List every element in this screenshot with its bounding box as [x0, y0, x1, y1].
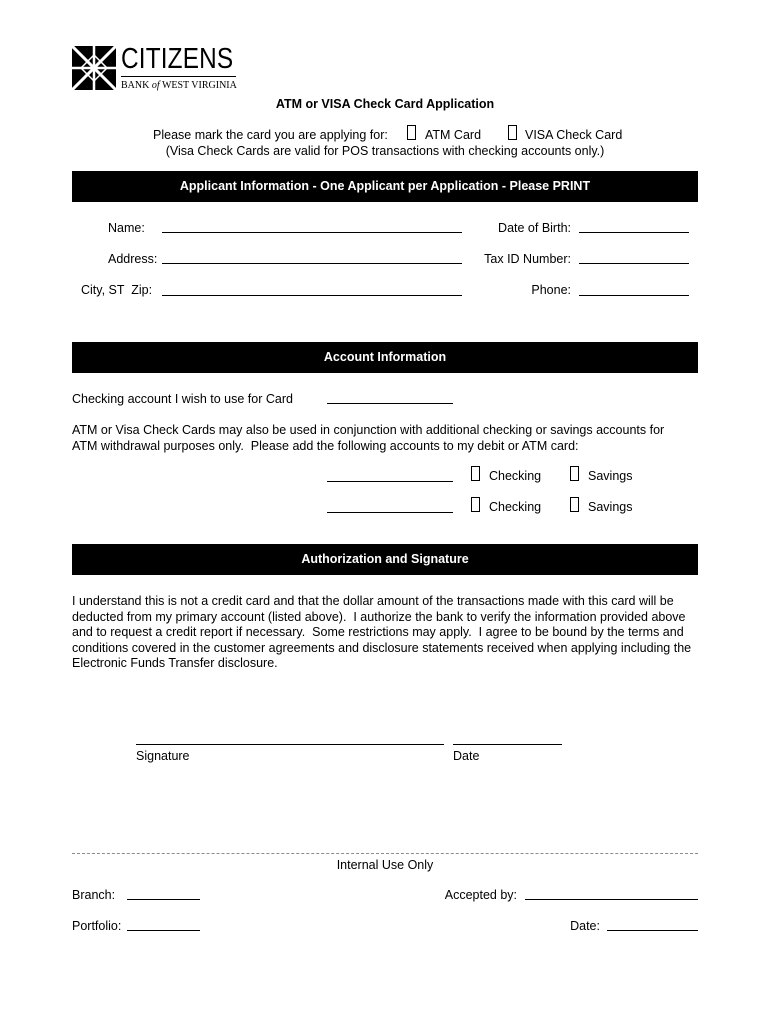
additional-account-2-checking-label: Checking [489, 500, 542, 514]
atm-card-checkbox[interactable] [407, 125, 416, 140]
additional-account-1-savings-label: Savings [588, 469, 633, 483]
additional-account-2-field[interactable] [327, 499, 453, 513]
signature-field[interactable] [136, 731, 444, 745]
address-label: Address: [108, 252, 158, 266]
additional-account-1-checking-label: Checking [489, 469, 542, 483]
applicant-section-heading: Applicant Information - One Applicant per Application - Please PRINT [72, 171, 698, 202]
logo-subline-state: WEST VIRGINIA [161, 80, 237, 91]
citizens-star-logo-icon [72, 46, 116, 90]
phone-label: Phone: [531, 283, 571, 297]
signature-label: Signature [136, 749, 190, 763]
card-choice-prompt: Please mark the card you are applying for: [153, 128, 388, 142]
authorization-text-line: conditions covered in the customer agreements and disclosure statements received when applying including the [72, 641, 692, 655]
primary-checking-account-field[interactable] [327, 390, 453, 404]
branch-field[interactable] [127, 886, 200, 900]
logo-subline [121, 80, 237, 92]
date-of-birth-label: Date of Birth: [498, 221, 571, 235]
city-state-zip-label: City, ST Zip: [81, 283, 153, 297]
authorization-text-line: deducted from my primary account (listed above). I authorize the bank to verify the information provided above [72, 610, 686, 624]
card-choice-note: (Visa Check Cards are valid for POS transactions with checking accounts only.) [165, 144, 605, 158]
date-of-birth-field[interactable] [579, 219, 689, 233]
visa-check-card-label: VISA Check Card [525, 128, 623, 142]
accepted-by-field[interactable] [525, 886, 698, 900]
authorization-text-line: and to request a credit report if necessary. Some restrictions may apply. I agree to be bound by the terms and [72, 625, 684, 639]
branch-label: Branch: [72, 888, 116, 902]
portfolio-label: Portfolio: [72, 919, 122, 933]
account-section-heading: Account Information [72, 342, 698, 373]
additional-account-2-savings-checkbox[interactable] [570, 497, 579, 512]
atm-card-label: ATM Card [425, 128, 482, 142]
additional-account-2-checking-checkbox[interactable] [471, 497, 480, 512]
name-label: Name: [108, 221, 145, 235]
authorization-text-line: I understand this is not a credit card and that the dollar amount of the transactions made with this card will be [72, 594, 674, 608]
additional-account-1-checking-checkbox[interactable] [471, 466, 480, 481]
additional-account-1-savings-checkbox[interactable] [570, 466, 579, 481]
logo-subline-bank: BANK [121, 80, 150, 91]
tax-id-field[interactable] [579, 250, 689, 264]
portfolio-field[interactable] [127, 917, 200, 931]
authorization-text-line: Electronic Funds Transfer disclosure. [72, 656, 278, 670]
logo-subline-of: of [151, 80, 160, 91]
signature-date-field[interactable] [453, 731, 562, 745]
additional-accounts-text-line: ATM withdrawal purposes only. Please add the following accounts to my debit or ATM card: [72, 439, 579, 453]
additional-account-2-savings-label: Savings [588, 500, 633, 514]
logo-divider [121, 76, 236, 77]
phone-field[interactable] [579, 282, 689, 296]
logo-wordmark: CITIZENS [121, 43, 234, 75]
internal-use-divider [72, 853, 698, 854]
visa-check-card-checkbox[interactable] [508, 125, 517, 140]
internal-use-heading: Internal Use Only [336, 858, 434, 872]
accepted-by-label: Accepted by: [444, 888, 517, 902]
tax-id-label: Tax ID Number: [484, 252, 571, 266]
signature-date-label: Date [453, 749, 480, 763]
internal-date-field[interactable] [607, 917, 698, 931]
form-title: ATM or VISA Check Card Application [275, 97, 495, 111]
primary-account-label: Checking account I wish to use for Card [72, 392, 293, 406]
additional-account-1-field[interactable] [327, 468, 453, 482]
additional-accounts-text-line: ATM or Visa Check Cards may also be used in conjunction with additional checking or savings accounts for [72, 423, 665, 437]
internal-date-label: Date: [570, 919, 600, 933]
authorization-section-heading: Authorization and Signature [72, 544, 698, 575]
